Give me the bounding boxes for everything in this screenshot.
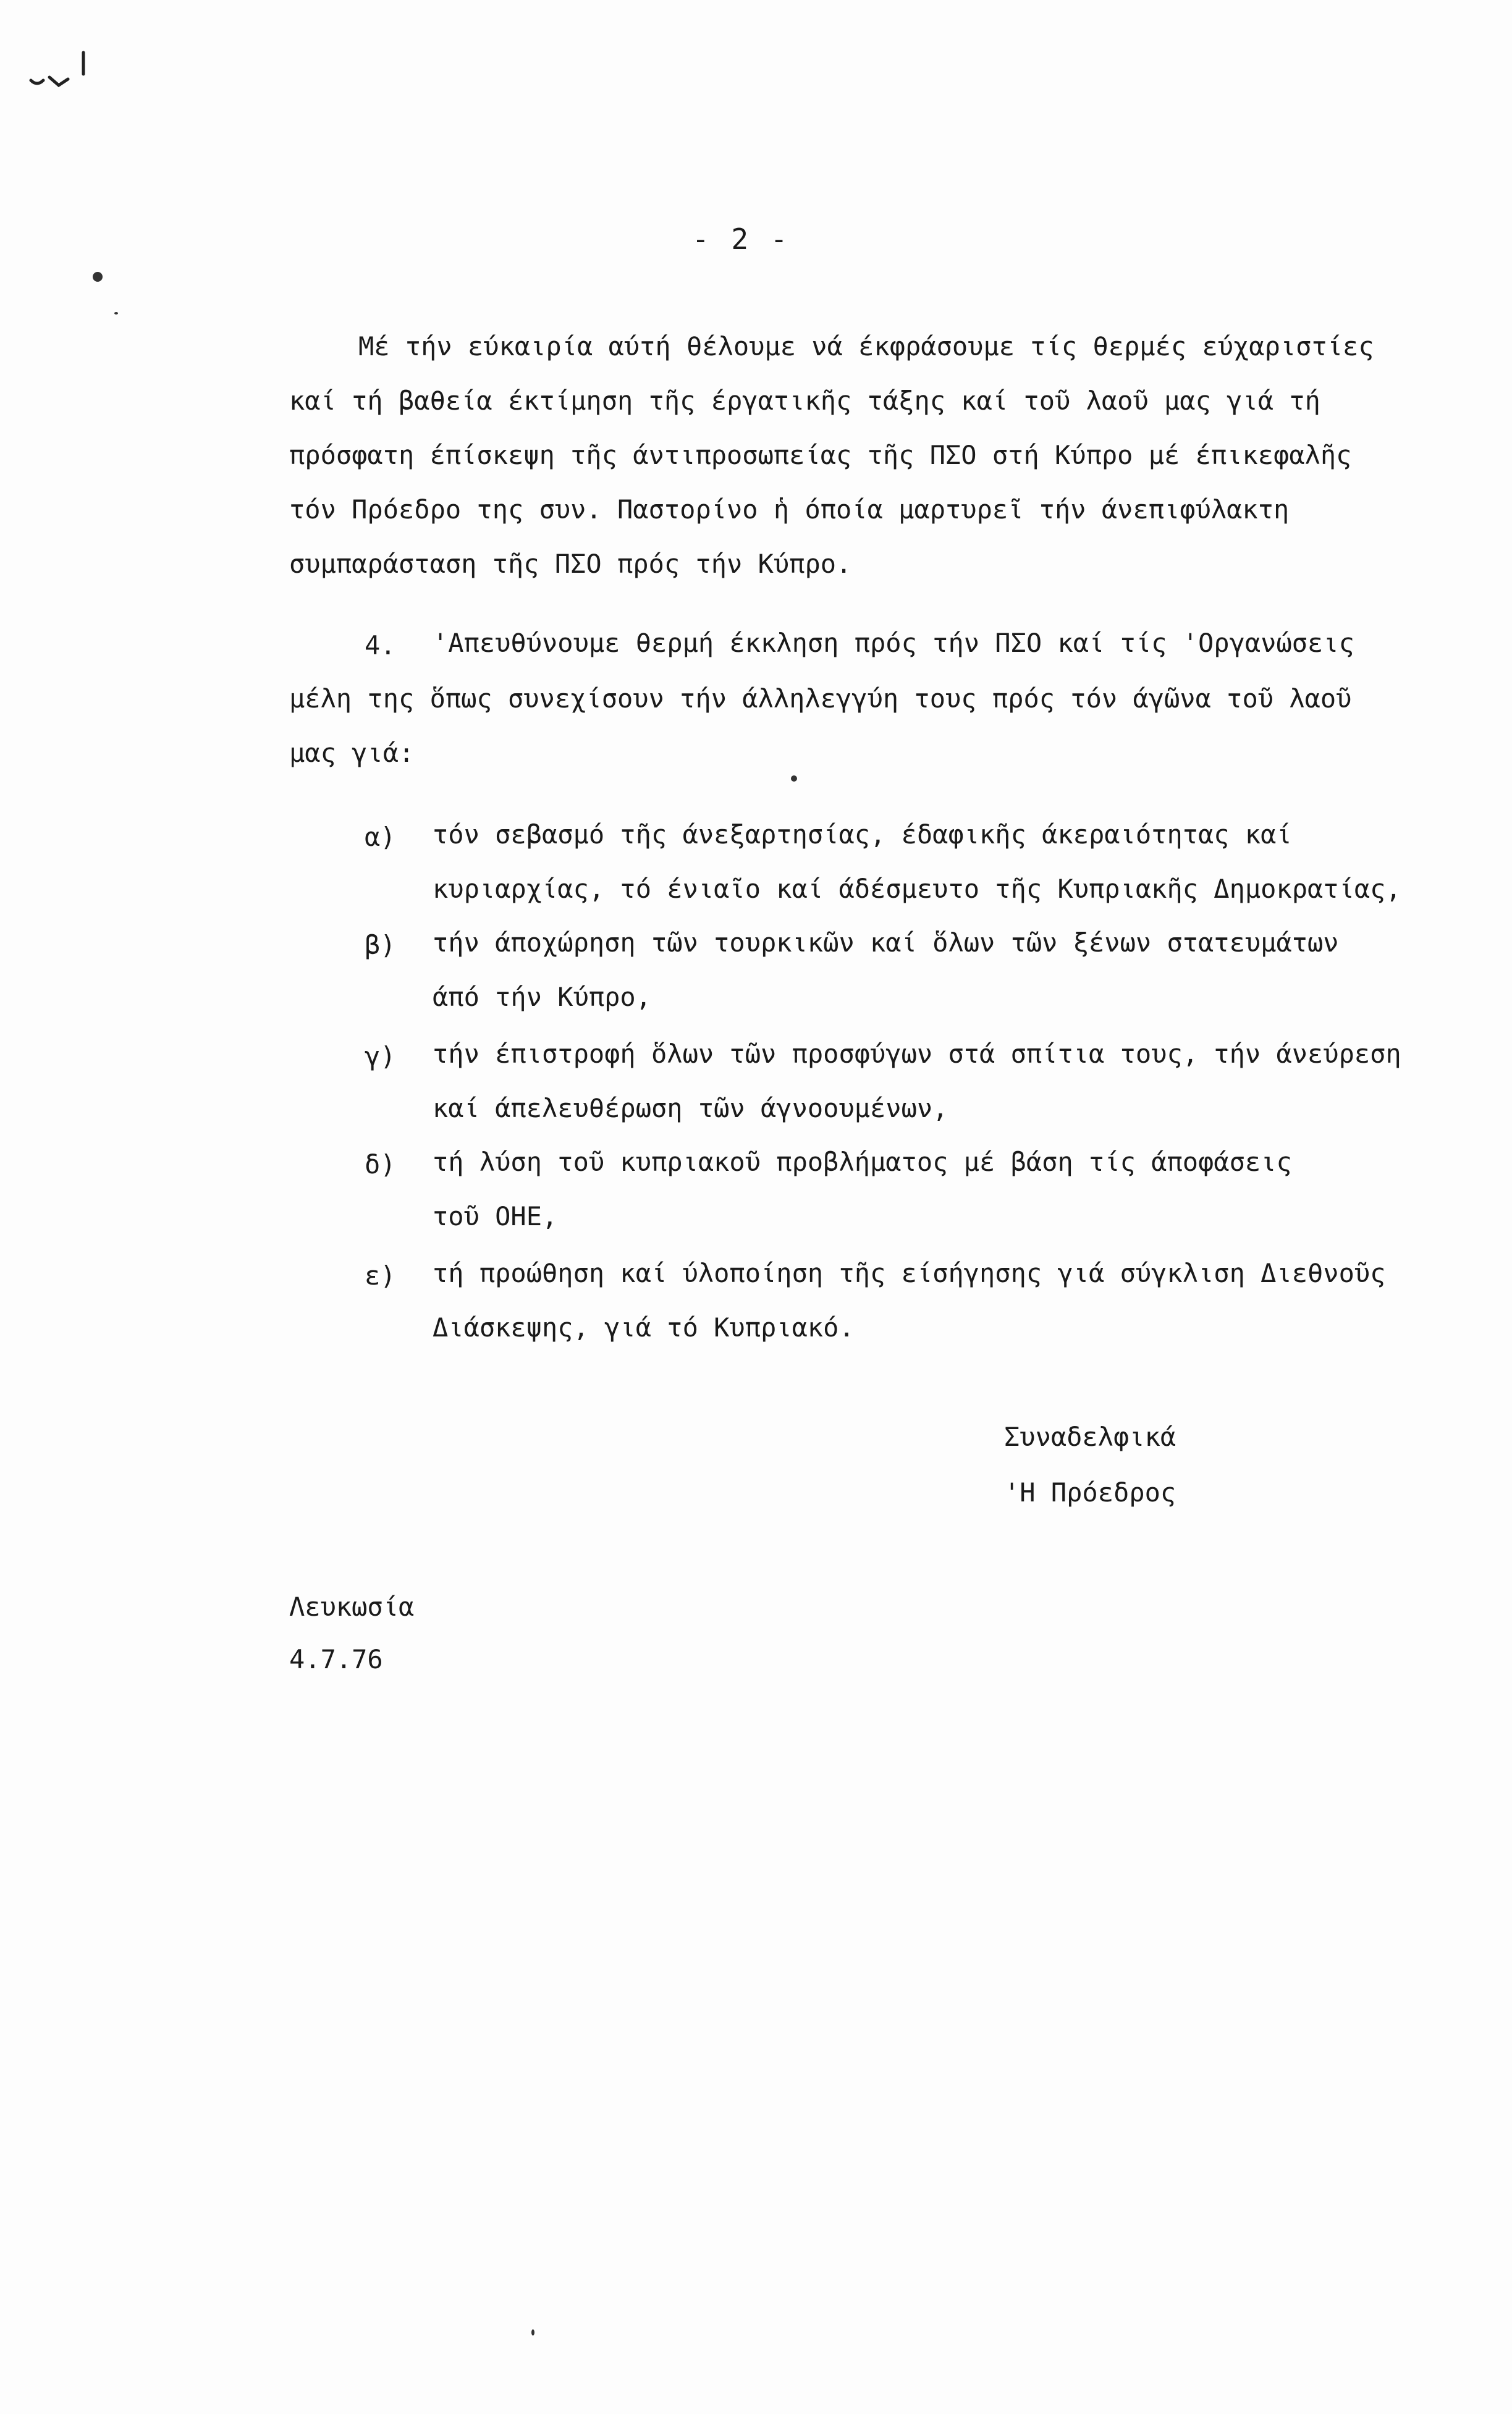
item-label: ε) (365, 1260, 396, 1291)
item-label: β) (365, 930, 396, 960)
item-line: κυριαρχίας, τό ένιαῖο καί άδέσμευτο τῆς Κυπριακῆς Δημοκρατίας, (433, 874, 1401, 904)
item-line: τήν έπιστροφή ὅλων τῶν προσφύγων στά σπίτια τους, τήν άνεύρεση (433, 1039, 1401, 1069)
page-number: - 2 - (692, 222, 790, 256)
paragraph-1-line: τόν Πρόεδρο της συν. Παστορίνο ἡ όποία μαρτυρεῖ τήν άνεπιφύλακτη (289, 494, 1290, 525)
paragraph-2-line: μέλη της ὅπως συνεχίσουν τήν άλληλεγγύη τους πρός τόν άγῶνα τοῦ λαοῦ (289, 683, 1352, 714)
item-line: καί άπελευθέρωση τῶν άγνοουμένων, (433, 1093, 948, 1123)
item-line: άπό τήν Κύπρο, (433, 982, 652, 1012)
paragraph-1-line: Μέ τήν εύκαιρία αύτή θέλουμε νά έκφράσουμε τίς θερμές εύχαριστίες (358, 331, 1374, 361)
closing-salutation: Συναδελφικά (1004, 1422, 1176, 1452)
item-label: γ) (365, 1041, 396, 1071)
item-line: τοῦ ΟΗΕ, (433, 1201, 558, 1231)
ink-speck (114, 312, 118, 314)
paragraph-2-line: 'Απευθύνουμε θερμή έκκληση πρός τήν ΠΣΟ καί τίς 'Οργανώσεις (433, 628, 1354, 658)
paragraph-2-line: μας γιά: (289, 738, 415, 768)
item-line: Διάσκεψης, γιά τό Κυπριακό. (433, 1312, 855, 1343)
paragraph-1-line: συμπαράσταση τῆς ΠΣΟ πρός τήν Κύπρο. (289, 549, 852, 579)
paragraph-number: 4. (365, 630, 396, 660)
paragraph-1-line: καί τή βαθεία έκτίμηση τῆς έργατικῆς τάξης καί τοῦ λαοῦ μας γιά τή (289, 386, 1320, 416)
date: 4.7.76 (289, 1644, 383, 1674)
paragraph-1-line: πρόσφατη έπίσκεψη τῆς άντιπροσωπείας τῆς ΠΣΟ στή Κύπρο μέ έπικεφαλῆς (289, 440, 1352, 470)
closing-signatory: 'Η Πρόεδρος (1004, 1477, 1176, 1508)
ink-speck (93, 272, 103, 282)
item-line: τή προώθηση καί ύλοποίηση τῆς είσήγησης γιά σύγκλιση Διεθνοῦς (433, 1258, 1386, 1288)
item-label: α) (365, 822, 396, 852)
place: Λευκωσία (289, 1592, 415, 1622)
margin-scribble-icon (25, 49, 93, 99)
ink-speck (531, 2329, 534, 2336)
item-label: δ) (365, 1149, 396, 1180)
item-line: τήν άποχώρηση τῶν τουρκικῶν καί ὅλων τῶν ξένων στατευμάτων (433, 927, 1339, 958)
ink-speck (791, 775, 797, 782)
item-line: τή λύση τοῦ κυπριακοῦ προβλήματος μέ βάση τίς άποφάσεις (433, 1147, 1292, 1177)
item-line: τόν σεβασμό τῆς άνεξαρτησίας, έδαφικῆς άκεραιότητας καί (433, 819, 1292, 850)
